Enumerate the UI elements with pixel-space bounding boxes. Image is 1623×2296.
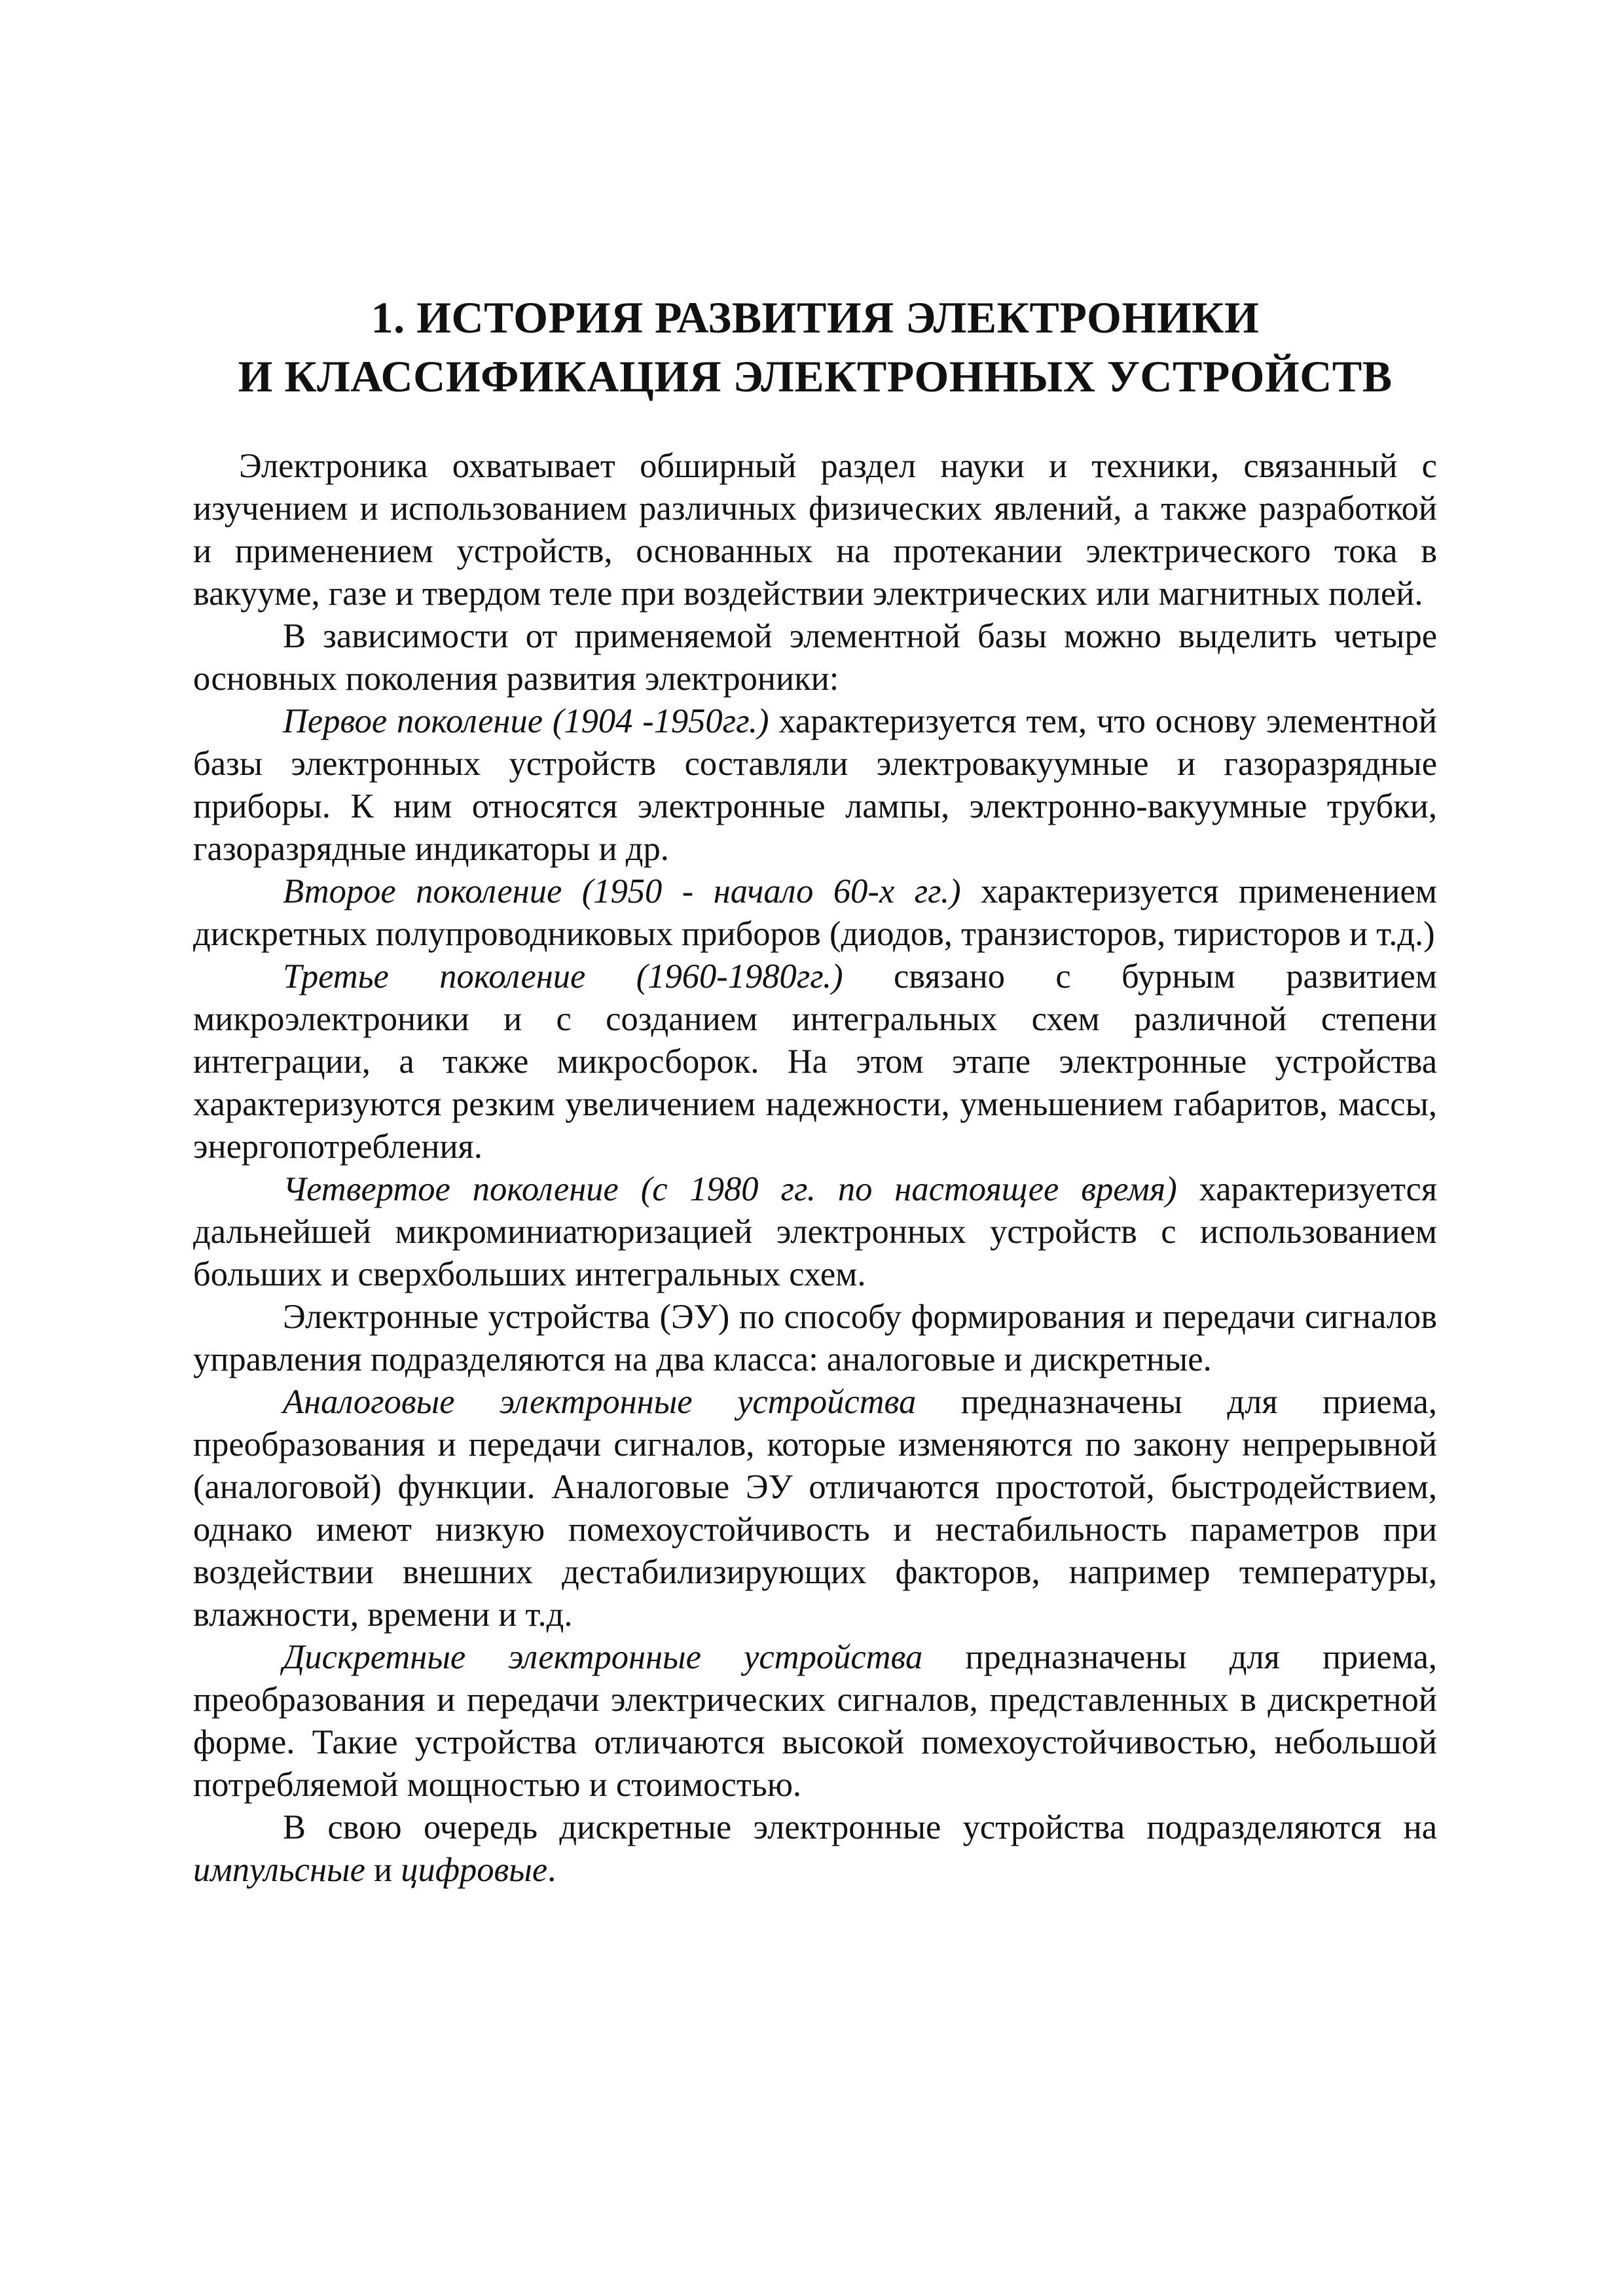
paragraph-generations-intro: В зависимости от применяемой элементной базы можно выделить четыре основных поколения развития электроники: <box>193 617 1437 698</box>
paragraph-fourth-generation <box>193 1168 1437 1296</box>
paragraph-third-generation <box>193 956 1437 1168</box>
title-line-2: И КЛАССИФИКАЦИЯ ЭЛЕКТРОННЫХ УСТРОЙСТВ <box>238 351 1393 401</box>
discrete-devices-text: предназначены для приема, преобразования и передачи электрических сигналов, представленных в дискретной форме. Такие устройства отличаются высокой помехоустойчивостью, небольшой потребляемой мощностью и стоимостью. <box>193 1638 1437 1804</box>
discrete-subdivision-end: . <box>547 1851 556 1889</box>
paragraph-discrete-subdivision <box>193 1806 1437 1892</box>
title-line-1: 1. ИСТОРИЯ РАЗВИТИЯ ЭЛЕКТРОНИКИ <box>371 293 1260 342</box>
document-page <box>193 288 1437 1892</box>
paragraph-analog-devices <box>193 1381 1437 1636</box>
second-generation-term: Второе поколение (1950 - начало 60-х гг.) <box>283 872 961 910</box>
discrete-subdivision-start: В свою очередь дискретные электронные устройства подразделяются на <box>283 1808 1437 1846</box>
first-generation-text: характеризуется тем, что основу элементной базы электронных устройств составляли электровакуумные и газоразрядные приборы. К ним относятся электронные лампы, электронно-вакуумные трубки, газоразрядные индикаторы и др. <box>193 702 1437 868</box>
second-generation-text: характеризуется применением дискретных полупроводниковых приборов (диодов, транзисторов, тиристоров и т.д.) <box>193 872 1437 953</box>
analog-devices-term: Аналоговые электронные устройства <box>283 1383 917 1421</box>
digital-devices-term: цифровые <box>401 1851 548 1889</box>
fourth-generation-text: характеризуется дальнейшей микроминиатюризацией электронных устройств с использованием больших и сверхбольших интегральных схем. <box>193 1170 1437 1293</box>
discrete-devices-term: Дискретные электронные устройства <box>283 1638 923 1676</box>
fourth-generation-term: Четвертое поколение (с 1980 гг. по настоящее время) <box>283 1170 1177 1208</box>
analog-devices-text: предназначены для приема, преобразования и передачи сигналов, которые изменяются по закону непрерывной (аналоговой) функции. Аналоговые ЭУ отличаются простотой, быстродействием, однако имеют низкую помехоустойчивость и нестабильность параметров при воздействии внешних дестабилизирующих факторов, например температуры, влажности, времени и т.д. <box>193 1383 1437 1634</box>
first-generation-term: Первое поколение (1904 -1950гг.) <box>283 702 769 740</box>
paragraph-second-generation <box>193 870 1437 956</box>
paragraph-intro: Электроника охватывает обширный раздел науки и техники, связанный с изучением и использованием различных физических явлений, а также разработкой и применением устройств, основанных на протекании электрического тока в вакууме, газе и твердом теле при воздействии электрических или магнитных полей. <box>193 447 1437 613</box>
paragraph-discrete-devices <box>193 1636 1437 1806</box>
paragraph-first-generation <box>193 700 1437 870</box>
third-generation-term: Третье поколение (1960-1980гг.) <box>283 958 843 996</box>
third-generation-text: связано с бурным развитием микроэлектроники и с созданием интегральных схем различной степени интеграции, а также микросборок. На этом этапе электронные устройства характеризуются резким увеличением надежности, уменьшением габаритов, массы, энергопотребления. <box>193 958 1437 1166</box>
discrete-subdivision-mid: и <box>365 1851 401 1889</box>
page-title <box>193 288 1437 406</box>
paragraph-device-classes: Электронные устройства (ЭУ) по способу формирования и передачи сигналов управления подразделяются на два класса: аналоговые и дискретные. <box>193 1298 1437 1378</box>
pulse-devices-term: импульсные <box>193 1851 365 1889</box>
